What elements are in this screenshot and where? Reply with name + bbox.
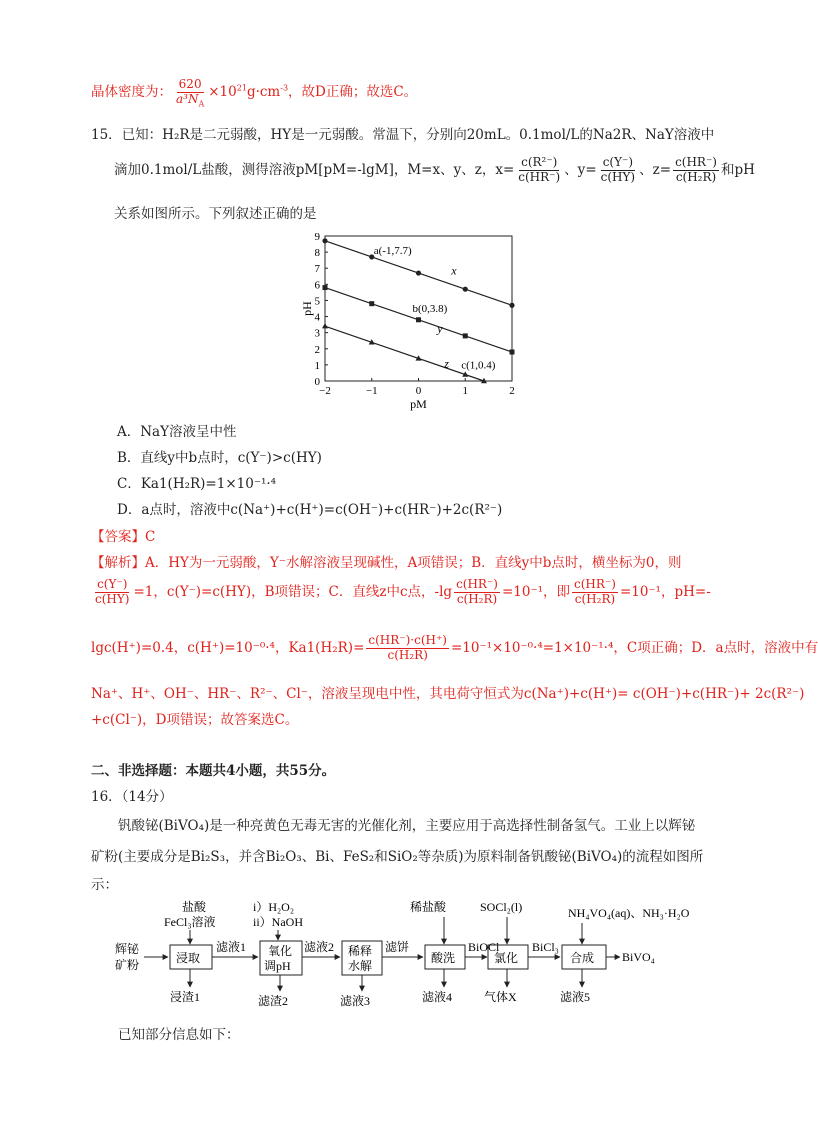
- z-num: c(HR⁻): [675, 155, 717, 169]
- x-tick-label: −1: [365, 385, 378, 397]
- point-y: [416, 317, 421, 322]
- prev-answer-suffix: ，故D正确；故选C。: [288, 83, 418, 100]
- flow-out6: 滤液5: [560, 990, 591, 1004]
- flow-product: BiVO₄: [622, 950, 655, 964]
- annotation-2: b(0,3.8): [412, 302, 448, 315]
- y-tick-label: 5: [314, 295, 320, 308]
- y-tick-label: 4: [314, 311, 320, 324]
- section-heading: 二、非选择题：本题共4小题，共55分。: [91, 763, 336, 779]
- analysis-frac-y: [93, 578, 131, 607]
- flow-box-oxid-2: 调pH: [264, 959, 291, 973]
- analysis-frac-y-den: c(HY): [95, 591, 130, 606]
- analysis-l2-c: =10⁻¹，pH=-: [619, 583, 711, 600]
- analysis-l2-a: =1，c(Y⁻)=c(HY)，B项错误；C．直线z中c点，-lg: [133, 583, 453, 600]
- y-tick-label: 6: [314, 279, 320, 292]
- density-unit: g·cm: [246, 83, 281, 100]
- density-unit-exp: -3: [280, 83, 289, 93]
- analysis-frac-ka-num: c(HR⁻)·c(H⁺): [368, 633, 447, 647]
- flow-out3: 滤液3: [340, 994, 371, 1008]
- x-tick-label: 1: [462, 385, 468, 397]
- x-axis-label: pM: [410, 397, 427, 411]
- sep-z: 、z=: [639, 161, 672, 178]
- z-fraction: [673, 156, 719, 185]
- point-x: [416, 270, 421, 275]
- point-y: [323, 285, 328, 290]
- y-tick-label: 7: [314, 263, 320, 276]
- flow-box-chlor-label: 氯化: [494, 951, 519, 965]
- density-frac-den: [174, 93, 206, 107]
- y-tick-label: 9: [314, 231, 320, 243]
- q15-number: 15．: [91, 127, 122, 143]
- flow-start-2: 矿粉: [115, 958, 140, 972]
- option-d: D．a点时，溶液中c(Na⁺)+c(H⁺)=c(OH⁻)+c(HR⁻)+2c(R²⁻): [117, 502, 503, 518]
- answer: 【答案】C: [91, 529, 156, 545]
- flow-link5: BiCl₃: [532, 940, 559, 954]
- analysis-line2: [91, 578, 711, 607]
- flow-reagent-naoh: ii）NaOH: [253, 915, 303, 929]
- density-den-text: a³N: [176, 91, 199, 106]
- x-tick-label: 0: [415, 385, 422, 397]
- flow-reagent-socl2: SOCl₂(l): [480, 900, 523, 914]
- analysis-frac-z2-num: c(HR⁻): [574, 577, 616, 591]
- y-tick-label: 2: [314, 343, 320, 356]
- q15-line3: 关系如图所示。下列叙述正确的是: [114, 206, 317, 222]
- flow-reagent-synth: NH₄VO₄(aq)、NH₃·H₂O: [568, 906, 690, 920]
- prev-answer-prefix: 晶体密度为：: [91, 83, 172, 100]
- analysis-l3-b: =10⁻¹×10⁻⁰·⁴=1×10⁻¹·⁴，C项正确；D．a点时，溶液中有: [451, 639, 818, 656]
- density-exp: 21: [236, 83, 247, 93]
- option-b: B．直线y中b点时，c(Y⁻)>c(HY): [117, 450, 322, 466]
- flow-box-leach-label: 浸取: [176, 951, 201, 965]
- q15-line2-text: 滴加0.1mol/L盐酸，测得溶液pM[pM=-lgM]，M=x、y、z，x=: [114, 161, 515, 178]
- analysis-line3: [91, 634, 818, 663]
- point-z: [322, 323, 328, 328]
- y-axis-label: pH: [300, 301, 314, 316]
- analysis-line1-text: A．HY为一元弱酸，Y⁻水解溶液呈现碱性，A项错误；B．直线y中b点时，横坐标为0，则: [145, 555, 682, 571]
- sep-y: 、y=: [564, 161, 597, 178]
- analysis-frac-z1: [454, 578, 500, 607]
- series-label-x: x: [451, 263, 457, 278]
- q15-line2: [114, 156, 755, 185]
- point-x: [322, 238, 327, 243]
- flow-box-hydro-2: 水解: [348, 959, 373, 973]
- analysis-frac-z2-den: c(H₂R): [574, 591, 616, 606]
- flow-reagent-h2o2: i）H₂O₂: [253, 900, 295, 914]
- analysis-frac-z1-num: c(HR⁻): [456, 577, 498, 591]
- point-y: [510, 350, 515, 355]
- flow-link4: BiOCl: [468, 940, 500, 954]
- flow-box-oxid-1: 氧化: [268, 944, 293, 958]
- y-tick-label: 0: [314, 376, 320, 388]
- flow-reagent-fecl3: FeCl₃溶液: [164, 915, 216, 929]
- q16-number: 16．（14分）: [91, 789, 173, 805]
- q16-p1: 钒酸铋(BiVO₄)是一种亮黄色无毒无害的光催化剂，主要应用于高选择性制备氢气。工业上以辉铋: [118, 818, 696, 834]
- analysis-l3-a: lgc(H⁺)=0.4，c(H⁺)=10⁻⁰·⁴，Ka1(H₂R)=: [91, 639, 365, 656]
- y-fraction: [599, 156, 637, 185]
- point-y: [369, 301, 374, 306]
- q15-line1: [91, 127, 714, 143]
- annotation-1: a(-1,7.7): [373, 244, 412, 257]
- series-label-y: y: [437, 321, 443, 336]
- flow-link1: 滤液1: [216, 940, 247, 954]
- density-den-sub: A: [198, 99, 205, 109]
- analysis-line5: +c(Cl⁻)，D项错误；故答案选C。: [91, 712, 299, 728]
- flow-link2: 滤液2: [304, 940, 335, 954]
- flow-link3: 滤饼: [385, 940, 410, 954]
- prev-answer-line: [91, 78, 417, 107]
- y-tick-label: 3: [314, 327, 320, 340]
- analysis-line4: Na⁺、H⁺、OH⁻、HR⁻、R²⁻、Cl⁻，溶液呈现电中性，其电荷守恒式为c(Na⁺)+c(H⁺)= c(OH⁻)+c(HR⁻)+ 2c(R²⁻): [91, 686, 805, 702]
- x-den: c(HR⁻): [518, 169, 561, 184]
- analysis-frac-ka-den: c(H₂R): [387, 647, 428, 662]
- analysis-line1: [91, 555, 682, 571]
- x-tick-label: −2: [319, 385, 331, 397]
- q16-known: 已知部分信息如下：: [118, 1027, 240, 1043]
- analysis-l2-b: =10⁻¹，即: [501, 583, 571, 600]
- flow-out4: 滤液4: [422, 990, 453, 1004]
- option-a: A．NaY溶液呈中性: [117, 424, 237, 440]
- analysis-frac-y-num: c(Y⁻): [97, 577, 128, 591]
- flow-out1: 浸渣1: [170, 990, 201, 1004]
- flow-reagent-dilhcl: 稀盐酸: [410, 900, 447, 914]
- flow-box-synth-label: 合成: [570, 951, 595, 965]
- flow-out5: 气体X: [484, 990, 517, 1004]
- flow-out2: 滤渣2: [258, 994, 289, 1008]
- flow-reagent-hcl: 盐酸: [182, 900, 207, 914]
- annotation-3: c(1,0.4): [461, 359, 496, 372]
- q16-p3: 示：: [91, 877, 118, 893]
- y-tick-label: 1: [314, 359, 320, 372]
- density-times: ×10: [208, 83, 237, 100]
- analysis-frac-ka: [366, 634, 449, 663]
- option-c: C．Ka1(H₂R)=1×10⁻¹·⁴: [117, 476, 277, 492]
- q15-line2-end: 和pH: [720, 161, 755, 178]
- point-x: [509, 303, 514, 308]
- point-x: [463, 287, 468, 292]
- point-y: [463, 333, 468, 338]
- density-frac-num: 620: [178, 77, 202, 91]
- flow-box-acid-label: 酸洗: [431, 951, 456, 965]
- analysis-frac-z2: [572, 578, 618, 607]
- x-fraction: [516, 156, 562, 185]
- x-tick-label: 2: [509, 385, 515, 397]
- q15-line1-text: 已知：H₂R是二元弱酸，HY是一元弱酸。常温下，分别向20mL。0.1mol/L的Na2R、NaY溶液中: [121, 127, 715, 143]
- density-fraction: [174, 78, 206, 107]
- flow-start-1: 辉铋: [115, 942, 140, 956]
- process-flowchart: [110, 895, 730, 1020]
- ph-pm-chart: [300, 226, 535, 416]
- q16-p2: 矿粉(主要成分是Bi₂S₃，并含Bi₂O₃、Bi、FeS₂和SiO₂等杂质)为原料制备钒酸铋(BiVO₄)的流程如图所: [91, 849, 704, 865]
- analysis-label: 【解析】: [91, 555, 145, 571]
- y-den: c(HY): [600, 169, 636, 184]
- analysis-frac-z1-den: c(H₂R): [456, 591, 498, 606]
- y-tick-label: 8: [314, 247, 320, 260]
- z-den: c(H₂R): [675, 169, 717, 184]
- x-num: c(R²⁻): [521, 155, 558, 169]
- flow-box-hydro-1: 稀释: [348, 944, 373, 958]
- series-label-z: z: [444, 356, 449, 371]
- y-num: c(Y⁻): [602, 155, 634, 169]
